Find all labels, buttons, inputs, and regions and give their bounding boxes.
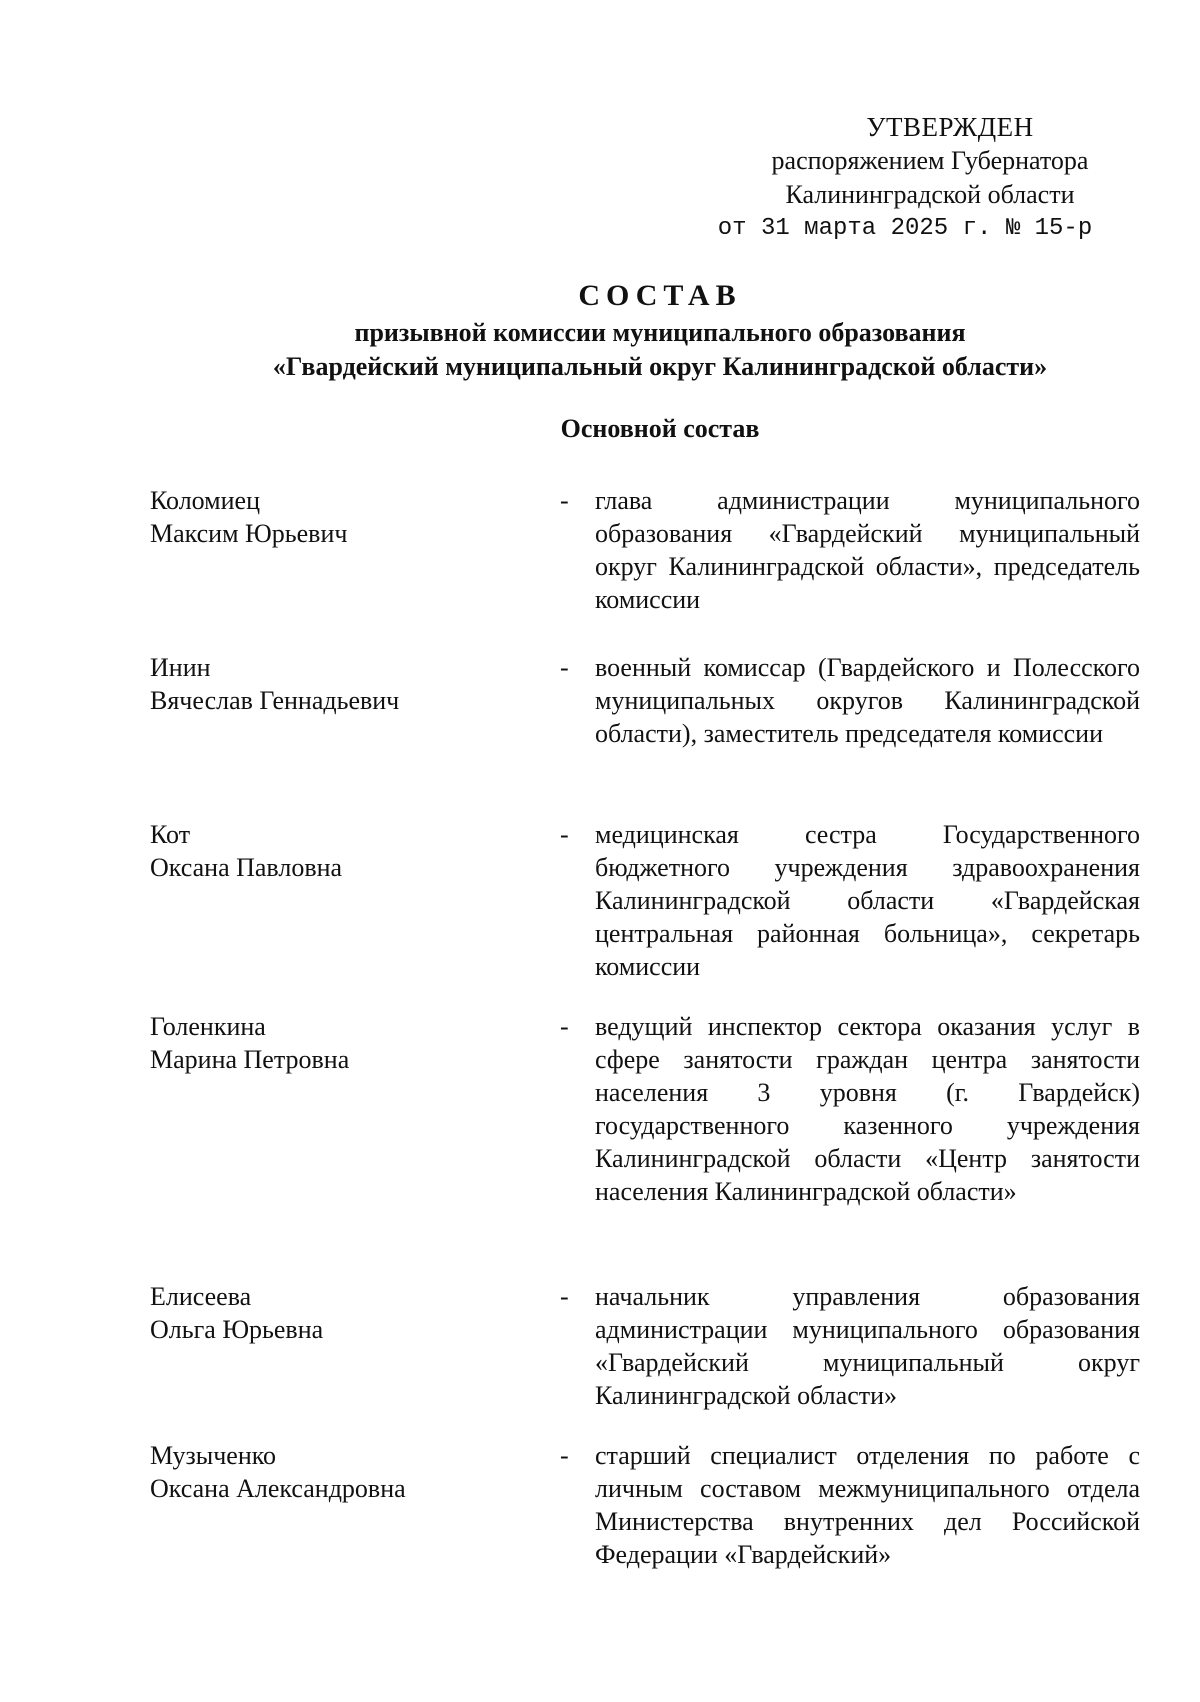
- document-subtitle-2: «Гвардейский муниципальный округ Калининградской области»: [272, 352, 1048, 381]
- member-name: [150, 484, 550, 550]
- member-dash: -: [560, 653, 569, 682]
- member-surname: Голенкина: [150, 1012, 266, 1041]
- member-given-name: Оксана Павловна: [150, 853, 343, 882]
- member-role: старший специалист отделения по работе с личным составом межмуниципального отдела Министерства внутренних дел Российской Федерации «Гвардейский»: [595, 1441, 1140, 1569]
- member-dash: -: [560, 1282, 569, 1311]
- member-given-name: Ольга Юрьевна: [150, 1315, 324, 1344]
- member-name: [150, 651, 550, 717]
- member-role: глава администрации муниципального образования «Гвардейский муниципальный округ Калининградской области», председатель комиссии: [595, 486, 1140, 614]
- member-given-name: Вячеслав Геннадьевич: [150, 686, 400, 715]
- member-surname: Елисеева: [150, 1282, 252, 1311]
- member-dash: -: [560, 1441, 569, 1470]
- document-heading: [0, 276, 1200, 384]
- member-role: военный комиссар (Гвардейского и Полесского муниципальных округов Калининградской области), заместитель председателя комиссии: [595, 653, 1140, 748]
- section-title: Основной состав: [560, 414, 760, 443]
- member-name: [150, 818, 550, 884]
- member-role: ведущий инспектор сектора оказания услуг в сфере занятости граждан центра занятости населения 3 уровня (г. Гвардейск) государственного казенного учреждения Калининградской области «Центр занятости населения Калининградской области»: [595, 1012, 1140, 1206]
- member-dash: -: [560, 486, 569, 515]
- member-name: [150, 1010, 550, 1076]
- member-name: [150, 1280, 550, 1346]
- member-given-name: Максим Юрьевич: [150, 519, 348, 548]
- document-title: СОСТАВ: [578, 279, 742, 312]
- approval-line-1: распоряжением Губернатора: [771, 146, 1089, 175]
- approval-title: УТВЕРЖДЕН: [866, 112, 1034, 142]
- member-surname: Музыченко: [150, 1441, 277, 1470]
- member-name: [150, 1439, 550, 1505]
- member-role: начальник управления образования администрации муниципального образования «Гвардейский муниципальный округ Калининградской области»: [595, 1282, 1140, 1410]
- member-given-name: Оксана Александровна: [150, 1474, 406, 1503]
- document-subtitle-1: призывной комиссии муниципального образования: [354, 318, 966, 347]
- approval-stamp: [700, 110, 1160, 246]
- member-surname: Коломиец: [150, 486, 261, 515]
- approval-line-2: Калининградской области: [785, 180, 1075, 209]
- member-role: медицинская сестра Государственного бюджетного учреждения здравоохранения Калининградской области «Гвардейская центральная районная больница», секретарь комиссии: [595, 820, 1140, 981]
- member-surname: Кот: [150, 820, 191, 849]
- member-surname: Инин: [150, 653, 211, 682]
- member-dash: -: [560, 820, 569, 849]
- approval-date: от 31 марта 2025 г. № 15-р: [717, 215, 1093, 242]
- member-dash: -: [560, 1012, 569, 1041]
- member-given-name: Марина Петровна: [150, 1045, 350, 1074]
